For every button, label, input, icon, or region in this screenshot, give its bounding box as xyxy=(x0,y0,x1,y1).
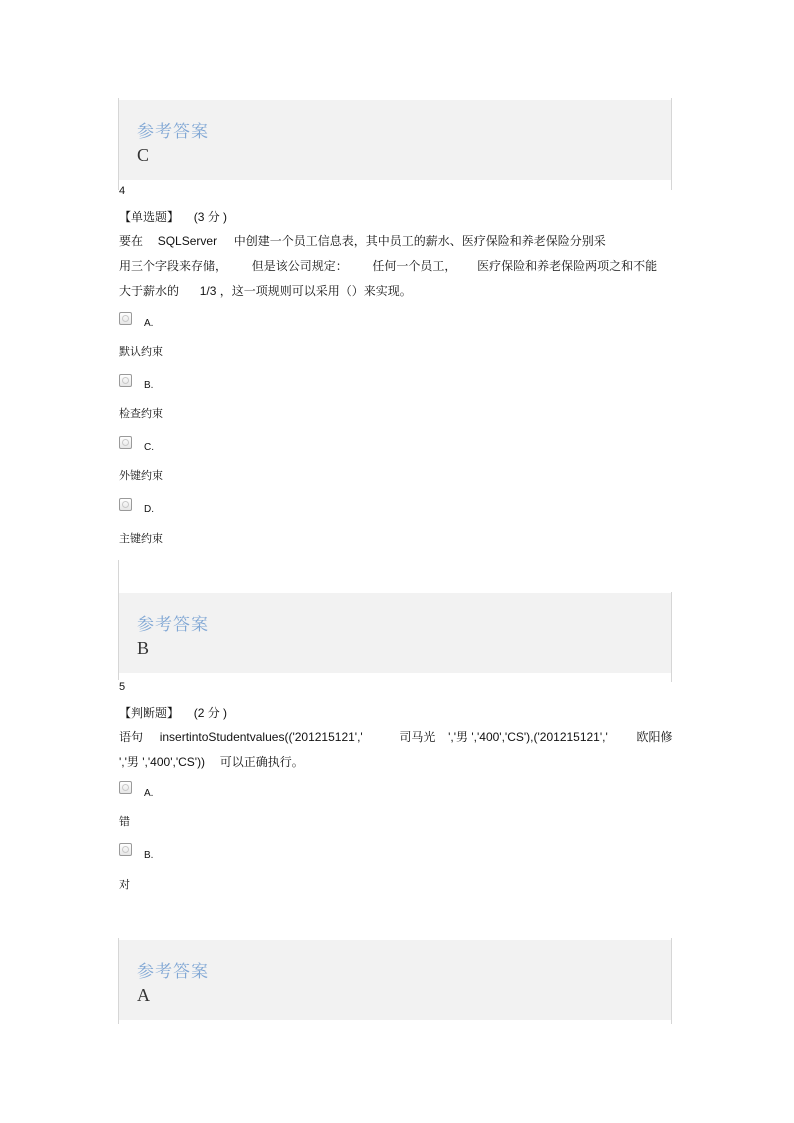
question-type: 【单选题】 xyxy=(119,210,180,224)
question-stem-line xyxy=(119,753,304,770)
answer-box xyxy=(119,940,671,1020)
stem-text: insertintoStudentvalues(('201215121',' xyxy=(159,730,363,744)
option-c-letter: C. xyxy=(144,442,154,453)
question-header xyxy=(119,208,227,225)
answer-value: A xyxy=(137,985,150,1005)
answer-value: C xyxy=(137,145,150,165)
stem-text: 用三个字段来存储， xyxy=(119,259,228,273)
option-a-text: 默认约束 xyxy=(119,346,163,358)
option-a-radio[interactable] xyxy=(119,781,132,794)
question-score: (3 分 ) xyxy=(193,210,228,224)
option-c-text: 外键约束 xyxy=(119,470,163,482)
option-d-letter: D. xyxy=(144,504,154,515)
stem-text: 中创建一个员工信息表，其中员工的薪水、医疗保险和养老保险分别采 xyxy=(233,234,606,248)
stem-text: 医疗保险和养老保险两项之和不能 xyxy=(477,259,658,273)
option-d-text: 主键约束 xyxy=(119,533,163,545)
option-a-letter: A. xyxy=(144,318,154,329)
option-b-text: 对 xyxy=(119,879,130,891)
option-b-radio[interactable] xyxy=(119,843,132,856)
stem-text: ，这一项规则可以采用（）来实现。 xyxy=(219,284,412,298)
answer-label: 参考答案 xyxy=(137,615,209,635)
stem-text: ','男 ','400','CS'),('201215121',' xyxy=(448,730,608,744)
question-number: 5 xyxy=(119,681,126,693)
question-stem-line xyxy=(119,232,606,249)
option-a-text: 错 xyxy=(119,816,130,828)
answer-label: 参考答案 xyxy=(137,122,209,142)
option-d-radio[interactable] xyxy=(119,498,132,511)
option-b-radio[interactable] xyxy=(119,374,132,387)
option-a-letter: A. xyxy=(144,788,154,799)
stem-text: 语句 xyxy=(119,730,144,744)
answer-box xyxy=(119,100,671,180)
stem-text: 司马光 xyxy=(399,730,436,744)
answer-label: 参考答案 xyxy=(137,962,209,982)
question-type: 【判断题】 xyxy=(119,706,180,720)
option-b-letter: B. xyxy=(144,380,154,391)
answer-value: B xyxy=(137,638,150,658)
question-stem-line xyxy=(119,282,412,299)
frame-right-line xyxy=(671,938,672,1024)
option-b-text: 检查约束 xyxy=(119,408,163,420)
question-number: 4 xyxy=(119,185,126,197)
answer-box xyxy=(119,593,671,673)
question-stem-line xyxy=(119,257,657,274)
question-header xyxy=(119,704,227,721)
question-stem-line xyxy=(119,728,672,745)
stem-text: 大于薪水的 xyxy=(119,284,180,298)
stem-text: 要在 xyxy=(119,234,144,248)
option-a-radio[interactable] xyxy=(119,312,132,325)
stem-text: 但是该公司规定： xyxy=(251,259,348,273)
option-b-letter: B. xyxy=(144,850,154,861)
stem-text: ','男 ','400','CS')) xyxy=(119,755,206,769)
stem-text: 任何一个员工， xyxy=(372,259,457,273)
option-c-radio[interactable] xyxy=(119,436,132,449)
frame-right-line xyxy=(671,592,672,682)
stem-text: 欧阳修 xyxy=(636,730,673,744)
question-score: (2 分 ) xyxy=(193,706,228,720)
frame-right-line xyxy=(671,98,672,190)
stem-text: SQLServer xyxy=(157,234,218,248)
stem-text: 1/3 xyxy=(199,284,217,298)
stem-text: 可以正确执行。 xyxy=(219,755,304,769)
